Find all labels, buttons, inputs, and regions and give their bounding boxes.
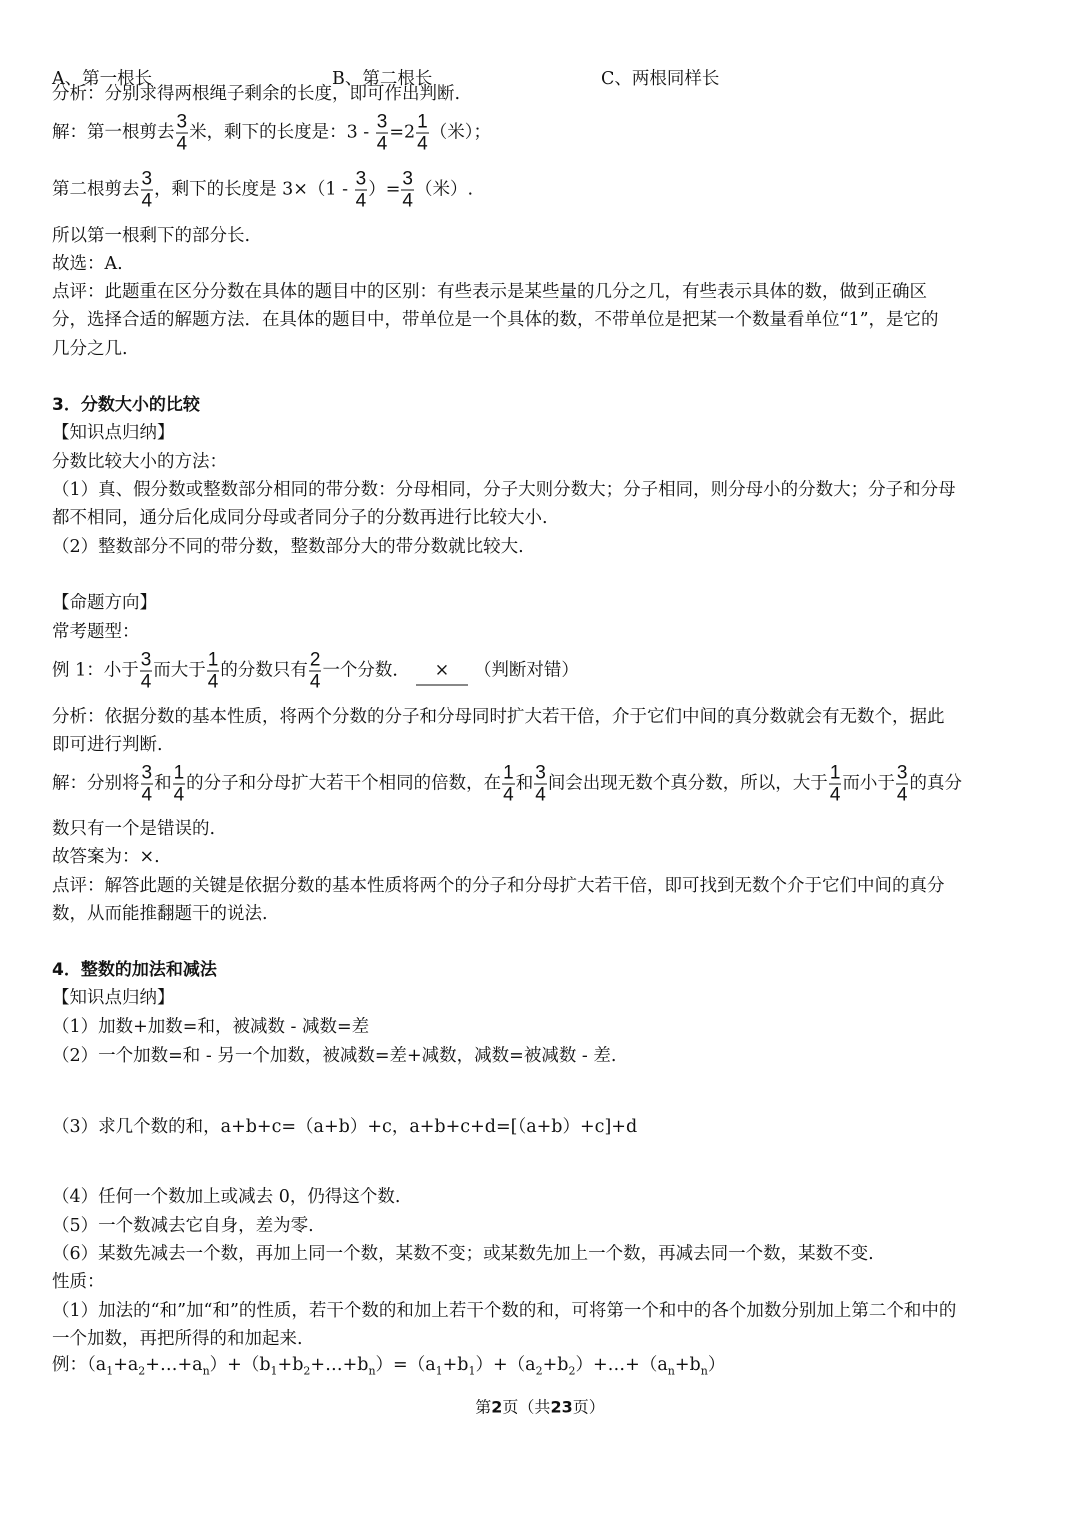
numerator: 3 [402,168,413,190]
text-run: 间会出现无数个真分数，所以，大于 [547,773,828,794]
text-run: （1）加法的“和”加“和”的性质，若干个数的和加上若干个数的和，可将第一个和中的各个加数分别加上第二个和中的 [52,1301,957,1321]
fraction [141,763,154,806]
option-b: B、第二根长 [332,69,433,89]
option-c: C、两根同样长 [601,69,720,89]
text-run: 的分子和分母扩大若干个相同的倍数，在 [186,773,502,794]
text-run: （米）； [429,122,491,143]
text-run: +b [442,1354,469,1375]
denominator: 4 [535,784,546,806]
subscript: 2 [568,1364,576,1378]
text-run: 故选：A. [52,254,123,274]
numerator: 3 [355,168,367,190]
text-run: 一个加数，再把所得的和加起来. [52,1329,303,1349]
heading-text: 4．整数的加法和减法 [52,960,217,980]
subscript: 1 [435,1364,443,1378]
text-line [52,815,1037,843]
numerator: 3 [176,111,188,133]
denominator: 4 [376,133,388,155]
footer-prefix: 第 [475,1397,492,1417]
text-run: ） [707,1354,726,1375]
text-run: 分数比较大小的方法： [52,452,227,472]
text-run: 而小于 [842,773,895,794]
text-line [52,1042,1037,1070]
text-line [52,650,1037,693]
fraction [173,763,186,806]
total-pages: 23 [550,1397,573,1417]
text-run: +b [674,1354,701,1375]
denominator: 4 [309,671,321,693]
fraction [140,650,153,693]
denominator: 4 [141,784,153,806]
text-run: 常考题型： [52,622,140,642]
denominator: 4 [140,671,152,693]
text-run: （3）求几个数的和，a+b+c=（a+b）+c，a+b+c+d=[（a+b）+c]+d [52,1117,638,1137]
subscript: 2 [138,1364,146,1378]
fraction [141,169,154,212]
text-run: （5）一个数减去它自身，差为零. [52,1216,314,1236]
text-line [52,533,1037,561]
text-run: +a [113,1354,139,1375]
text-run: ）=（a [375,1354,436,1375]
subscript: n [700,1364,708,1378]
text-line [52,1183,1037,1211]
denominator: 4 [503,784,514,806]
fraction [416,112,429,155]
text-line [52,112,1037,155]
text-run: 数只有一个是错误的. [52,819,216,839]
subscript: n [368,1364,376,1378]
text-line [52,843,1037,871]
text-line [52,250,1037,278]
text-line [52,703,1037,731]
text-run: （1）真、假分数或整数部分相同的带分数：分母相同，分子大则分数大；分子相同，则分母小的分数大；分子和分母 [52,480,956,500]
text-run: ）= [368,179,401,200]
denominator: 4 [207,671,219,693]
text-line [52,618,1037,646]
text-line [52,278,1037,306]
subscript: 2 [303,1364,311,1378]
fraction [355,169,368,212]
answer-blank: × [416,657,468,686]
text-run: ，剩下的长度是 3×（1 - [154,179,354,200]
text-run: 分析：分别求得两根绳子剩余的长度，即可作出判断. [52,84,461,104]
text-run: 所以第一根剩下的部分长. [52,226,251,246]
text-line [52,80,1037,108]
numerator: 1 [829,762,841,784]
denominator: 4 [829,784,841,806]
text-run: （4）任何一个数加上或减去 0，仍得这个数. [52,1187,401,1207]
numerator: 1 [503,762,514,784]
numerator: 1 [173,762,185,784]
text-line [52,1325,1037,1353]
text-line [52,1212,1037,1240]
numerator: 3 [140,649,152,671]
numerator: 3 [535,762,546,784]
text-line [52,1268,1037,1296]
text-run: （米）. [414,179,474,200]
fraction [207,650,220,693]
text-run: 的真分 [909,773,962,794]
text-line [52,984,1037,1012]
text-run: 而大于 [153,660,206,681]
fraction [176,112,189,155]
text-line [52,589,1037,617]
option-a: A、第一根长 [52,69,153,89]
text-run: 故答案为：×. [52,847,160,867]
text-run: 和 [515,773,534,794]
text-run: 例：（a [52,1354,107,1375]
text-run: 分，选择合适的解题方法．在具体的题目中，带单位是一个具体的数，不带单位是把某一个数量看单位“1”，是它的 [52,310,939,330]
page-number: 2 [491,1397,503,1417]
numerator: 3 [376,111,388,133]
subscript: n [667,1364,675,1378]
numerator: 3 [896,762,908,784]
text-line [52,476,1037,504]
text-run: ）+…+（a [575,1354,668,1375]
text-run: 点评：解答此题的关键是依据分数的基本性质将两个的分子和分母扩大若干倍，即可找到无数个介于它们中间的真分 [52,876,945,896]
text-run: +…+a [145,1354,203,1375]
denominator: 4 [355,190,367,212]
text-run: 即可进行判断. [52,735,163,755]
text-line [52,335,1037,363]
text-run: +…+b [310,1354,369,1375]
text-line [52,900,1037,928]
denominator: 4 [417,133,428,155]
subscript: n [202,1364,210,1378]
fraction [534,763,547,806]
text-run: 解：第一根剪去 [52,122,175,143]
heading-text: 3．分数大小的比较 [52,395,200,415]
text-run: 性质： [52,1272,105,1292]
text-run: 和 [154,773,172,794]
text-line [52,169,1037,212]
text-run: 几分之几. [52,339,128,359]
text-line [52,504,1037,532]
numerator: 3 [141,168,153,190]
text-run: 【知识点归纳】 [52,988,175,1008]
text-run: 【知识点归纳】 [52,423,175,443]
text-run: +b [542,1354,569,1375]
text-run: （2）整数部分不同的带分数，整数部分大的带分数就比较大. [52,537,524,557]
fraction [502,763,515,806]
section-heading [52,391,1037,419]
numerator: 2 [309,649,321,671]
numerator: 3 [141,762,153,784]
fraction [309,650,322,693]
denominator: 4 [402,190,413,212]
text-line [52,1297,1037,1325]
text-run: 数，从而能推翻题干的说法. [52,904,268,924]
fraction [829,763,842,806]
denominator: 4 [141,190,153,212]
text-line [52,763,1037,806]
fraction [376,112,389,155]
subscript: 1 [270,1364,278,1378]
text-run: 都不相同，通分后化成同分母或者同分子的分数再进行比较大小. [52,508,548,528]
text-run: （6）某数先减去一个数，再加上同一个数，某数不变；或某数先加上一个数，再减去同一个数，某数不变. [52,1244,874,1264]
text-run: 米，剩下的长度是：3 - [189,122,375,143]
text-line [52,1013,1037,1041]
text-line [52,1113,1037,1141]
text-line [52,1240,1037,1268]
text-line [52,419,1037,447]
text-line [52,731,1037,759]
denominator: 4 [173,784,185,806]
text-run: 一个分数． [322,660,410,681]
footer-middle: 页（共 [502,1397,551,1417]
text-run: +b [277,1354,304,1375]
text-line [52,222,1037,250]
footer-suffix: 页） [572,1397,605,1417]
text-run: 的分数只有 [220,660,308,681]
page-footer [0,1395,1080,1418]
denominator: 4 [176,133,188,155]
fraction [896,763,909,806]
text-run: 例 1：小于 [52,660,139,681]
numerator: 1 [417,111,428,133]
fraction [401,169,414,212]
section-heading [52,956,1037,984]
text-line [52,306,1037,334]
denominator: 4 [896,784,908,806]
text-run: =2 [389,122,416,143]
text-line [52,1351,1037,1386]
subscript: 1 [468,1364,476,1378]
text-line [52,872,1037,900]
subscript: 1 [106,1364,114,1378]
numerator: 1 [207,649,219,671]
text-run: （判断对错） [473,660,579,681]
subscript: 2 [535,1364,543,1378]
text-run: （1）加数+加数=和，被减数 - 减数=差 [52,1017,370,1037]
text-run: 第二根剪去 [52,179,140,200]
text-line [52,448,1037,476]
text-run: ）+（b [209,1354,271,1375]
text-run: 解：分别将 [52,773,140,794]
text-run: ）+（a [475,1354,536,1375]
text-run: 点评：此题重在区分分数在具体的题目中的区别：有些表示是某些量的几分之几，有些表示具体的数，做到正确区 [52,282,927,302]
text-run: （2）一个加数=和 - 另一个加数，被减数=差+减数，减数=被减数 - 差. [52,1046,617,1066]
text-run: 【命题方向】 [52,593,157,613]
text-run: 分析：依据分数的基本性质，将两个分数的分子和分母同时扩大若干倍，介于它们中间的真分数就会有无数个，据此 [52,707,945,727]
